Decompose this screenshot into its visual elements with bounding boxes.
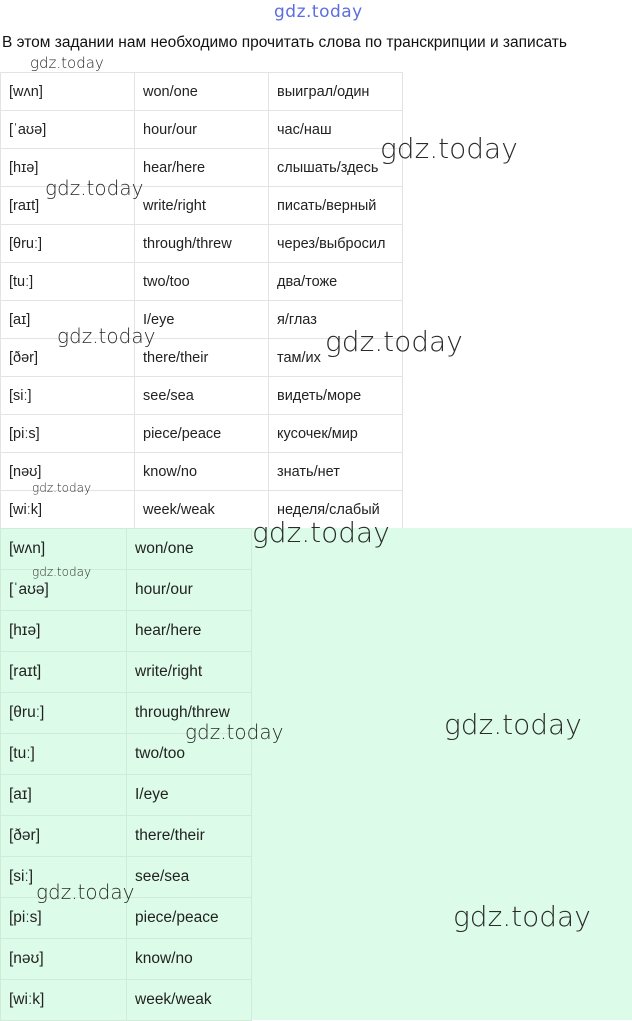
watermark: gdz.today: [30, 54, 104, 72]
words-cell: write/right: [127, 652, 252, 693]
table-row: [1, 816, 252, 857]
transcription-cell: [aɪ]: [1, 301, 135, 339]
transcription-cell: [siː]: [1, 377, 135, 415]
transcription-cell: [raɪt]: [1, 187, 135, 225]
transcription-translation-table: [0, 72, 403, 529]
words-cell: through/threw: [127, 693, 252, 734]
transcription-cell: [siː]: [1, 857, 127, 898]
translation-cell: через/выбросил: [269, 225, 403, 263]
transcription-cell: [nəʊ]: [1, 453, 135, 491]
words-cell: there/their: [135, 339, 269, 377]
words-cell: there/their: [127, 816, 252, 857]
table-row: [1, 775, 252, 816]
watermark: gdz.today: [32, 481, 92, 495]
words-cell: I/eye: [127, 775, 252, 816]
words-cell: see/sea: [135, 377, 269, 415]
translation-cell: выиграл/один: [269, 73, 403, 111]
translation-cell: кусочек/мир: [269, 415, 403, 453]
transcription-cell: [ˈaʊə]: [1, 111, 135, 149]
table-row: [1, 263, 403, 301]
words-cell: week/weak: [135, 491, 269, 529]
transcription-cell: [ðər]: [1, 339, 135, 377]
transcription-cell: [wiːk]: [1, 980, 127, 1021]
translation-cell: я/глаз: [269, 301, 403, 339]
words-cell: hear/here: [127, 611, 252, 652]
transcription-cell: [θruː]: [1, 693, 127, 734]
table-row: [1, 415, 403, 453]
transcription-cell: [ˈaʊə]: [1, 570, 127, 611]
watermark: gdz.today: [444, 708, 582, 741]
transcription-cell: [wiːk]: [1, 491, 135, 529]
translation-cell: писать/верный: [269, 187, 403, 225]
watermark: gdz.today: [32, 565, 92, 579]
transcription-cell: [hɪə]: [1, 149, 135, 187]
watermark: gdz.today: [185, 720, 284, 744]
table-row: [1, 939, 252, 980]
words-cell: write/right: [135, 187, 269, 225]
translation-cell: видеть/море: [269, 377, 403, 415]
table-row: [1, 529, 252, 570]
transcription-cell: [tuː]: [1, 734, 127, 775]
watermark: gdz.today: [36, 880, 135, 904]
words-cell: see/sea: [127, 857, 252, 898]
words-cell: I/eye: [135, 301, 269, 339]
words-cell: through/threw: [135, 225, 269, 263]
words-cell: won/one: [127, 529, 252, 570]
transcription-cell: [ðər]: [1, 816, 127, 857]
words-cell: piece/peace: [135, 415, 269, 453]
transcription-cell: [hɪə]: [1, 611, 127, 652]
translation-cell: знать/нет: [269, 453, 403, 491]
transcription-cell: [aɪ]: [1, 775, 127, 816]
table-row: [1, 980, 252, 1021]
words-cell: piece/peace: [127, 898, 252, 939]
watermark: gdz.today: [252, 516, 390, 549]
translation-cell: слышать/здесь: [269, 149, 403, 187]
translation-cell: два/тоже: [269, 263, 403, 301]
watermark: gdz.today: [325, 325, 463, 358]
words-cell: two/too: [127, 734, 252, 775]
words-cell: hear/here: [135, 149, 269, 187]
watermark: gdz.today: [453, 900, 591, 933]
words-cell: know/no: [127, 939, 252, 980]
transcription-cell: [piːs]: [1, 415, 135, 453]
table-row: [1, 652, 252, 693]
words-cell: won/one: [135, 73, 269, 111]
transcription-cell: [wʌn]: [1, 73, 135, 111]
words-cell: hour/our: [127, 570, 252, 611]
transcription-cell: [wʌn]: [1, 529, 127, 570]
transcription-cell: [piːs]: [1, 898, 127, 939]
table-row: [1, 73, 403, 111]
table-row: [1, 377, 403, 415]
watermark: gdz.today: [380, 132, 518, 165]
transcription-cell: [tuː]: [1, 263, 135, 301]
translation-cell: неделя/слабый: [269, 491, 403, 529]
transcription-cell: [nəʊ]: [1, 939, 127, 980]
words-cell: hour/our: [135, 111, 269, 149]
transcription-cell: [raɪt]: [1, 652, 127, 693]
table-row: [1, 225, 403, 263]
watermark: gdz.today: [57, 324, 156, 348]
table-row: [1, 611, 252, 652]
words-cell: week/weak: [127, 980, 252, 1021]
translation-cell: там/их: [269, 339, 403, 377]
transcription-answer-table: [0, 528, 252, 1021]
transcription-cell: [θruː]: [1, 225, 135, 263]
words-cell: know/no: [135, 453, 269, 491]
task-intro: В этом задании нам необходимо прочитать слова по транскрипции и записать: [2, 34, 567, 51]
table-row: [1, 111, 403, 149]
site-logo[interactable]: gdz.today: [274, 2, 363, 22]
words-cell: two/too: [135, 263, 269, 301]
translation-cell: час/наш: [269, 111, 403, 149]
watermark: gdz.today: [45, 176, 144, 200]
